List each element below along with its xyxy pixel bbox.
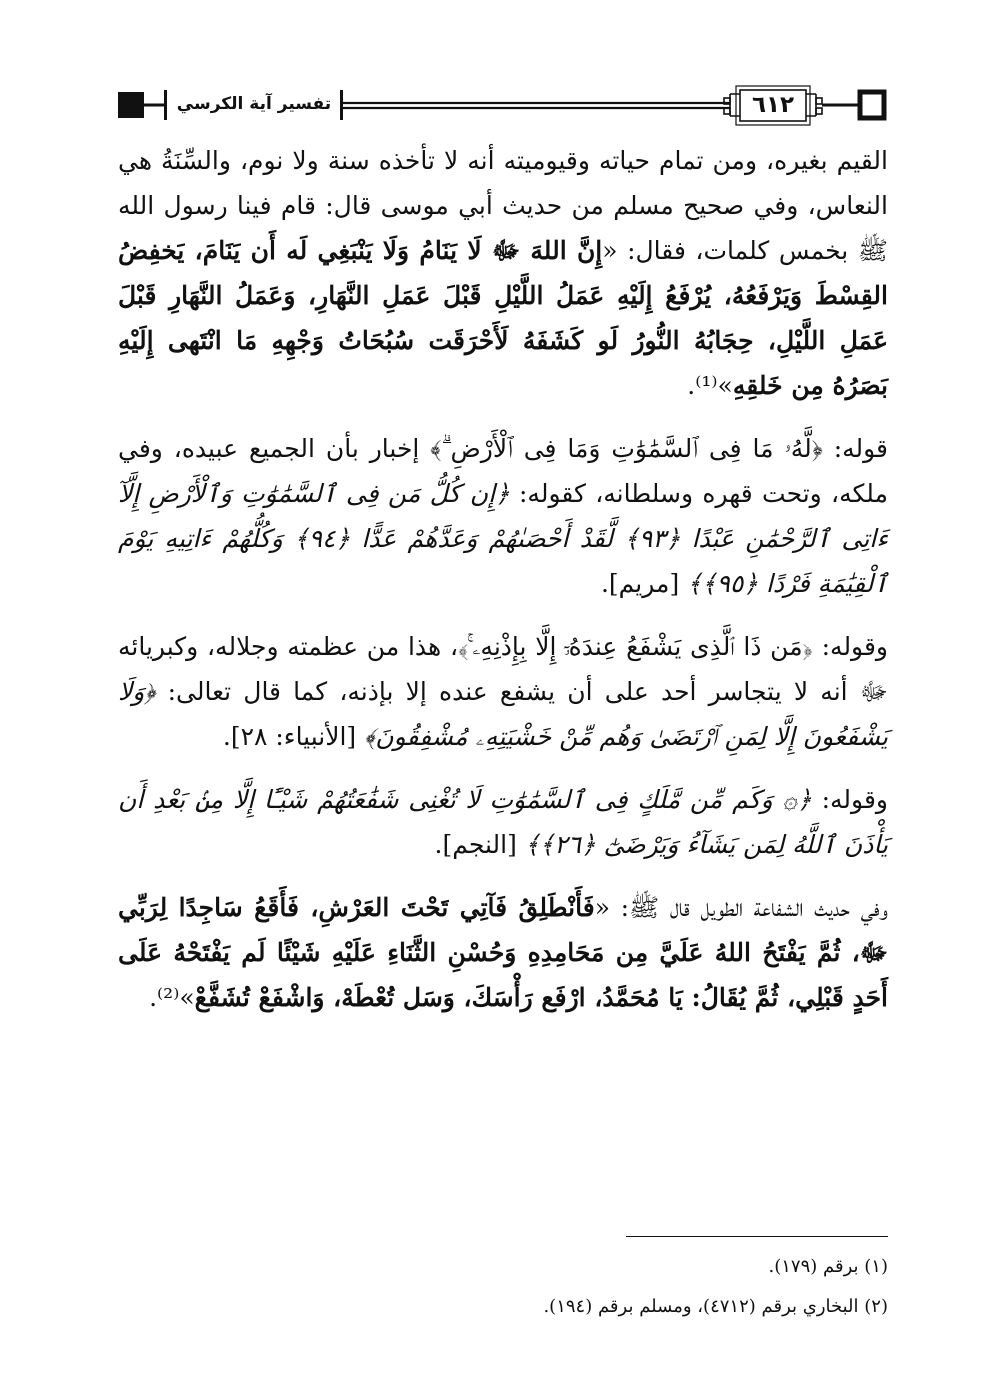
footnote-separator [626,1236,888,1237]
paragraph-2 [118,426,888,606]
header-right-square [860,92,884,118]
paragraph-text: قوله: ﴿لَّهُۥ مَا فِى ٱلسَّمَٰوَٰتِ وَمَا فِى ٱلْأَرْضِ ۗ﴾ إخبار بأن الجميع عبيده، وفي ملكه، وتحت قهره وسلطانه، كقوله: [118,434,888,508]
surah-reference: [الأنبياء: ٢٨]. [222,722,365,751]
hadith-quote: فَأَنْطَلِقُ فَآتِي تَحْتَ العَرْشِ، فَأَقَعُ سَاجِدًا لِرَبِّي ﷻ، ثُمَّ يَفْتَحُ اللهُ عَلَيَّ مِن مَحَامِدِهِ وَحُسْنِ الثَّنَاءِ عَلَيْهِ شَيْئًا لَم يَفْتَحْهُ عَلَى أَحَدٍ قَبْلِي، ثُمَّ يُقَالُ: يَا مُحَمَّدُ، ارْفَع رَأْسَكَ، وَسَل تُعْطَهْ، وَاشْفَعْ تُشَفَّعْ [118,893,888,1012]
paragraph-text: وقوله: [811,785,888,814]
paragraph-text: القيم بغيره، ومن تمام حياته وقيوميته أنه لا تأخذه سنة ولا نوم، والسِّنَةُ هي النعاس، وفي صحيح مسلم من حديث أبي موسى قال: قام فينا رسول الله ﷺ بخمس كلمات، فقال: « [118,146,888,265]
paragraph-text: وفي حديث الشفاعة الطويل قال ﷺ: « [594,893,888,922]
header-left-block [118,92,144,118]
page-number: ٦١٢ [751,92,795,118]
header-title: تفسير آية الكرسي [176,94,332,114]
surah-reference: [مريم]. [600,569,688,598]
paragraph-4 [118,777,888,867]
page-header [118,84,888,126]
paragraph-text: »⁽²⁾. [149,983,195,1012]
surah-reference: [النجم]. [434,830,525,859]
paragraph-3 [118,624,888,759]
quran-quote: ﴿إِن كُلُّ مَن فِى ٱلسَّمَٰوَٰتِ وَٱلْأَرْضِ إِلَّآ ءَاتِى ٱلرَّحْمَٰنِ عَبْدًا ﴿٩٣﴾ لَّقَدْ أَحْصَىٰهُمْ وَعَدَّهُمْ عَدًّا ﴿٩٤﴾ وَكُلُّهُمْ ءَاتِيهِ يَوْمَ ٱلْقِيَٰمَةِ فَرْدًا ﴿٩٥﴾﴾ [118,479,889,598]
hadith-quote: إِنَّ اللهَ ﷻ لَا يَنَامُ وَلَا يَنْبَغِي لَه أَن يَنَامَ، يَخفِضُ القِسْطَ وَيَرْفَعُهُ، يُرْفَعُ إِلَيْهِ عَمَلُ اللَّيْلِ قَبْلَ عَمَلِ النَّهَارِ، وَعَمَلُ النَّهَارِ قَبْلَ عَمَلِ اللَّيْلِ، حِجَابُهُ النُّورُ لَو كَشَفَهُ لَأَحْرَقَت سُبُحَاتُ وَجْهِهِ مَا انْتَهى إِلَيْهِ بَصَرُهُ مِن خَلقِهِ [118,236,888,400]
footnote-1: (١) برقم (١٧٩). [768,1256,888,1277]
paragraph-text: وقوله: ﴿مَن ذَا ٱلَّذِى يَشْفَعُ عِندَهُۥٓ إِلَّا بِإِذْنِهِۦ ۚ﴾، هذا من عظمته وجلاله، وكبريائه ﷻ أنه لا يتجاسر أحد على أن يشفع عنده إلا بإذنه، كما قال تعالى: [118,632,888,706]
footnotes [118,1236,888,1327]
paragraph-1 [118,138,888,408]
quran-quote: ﴿وَلَا يَشْفَعُونَ إِلَّا لِمَنِ ٱرْتَضَىٰ وَهُم مِّنْ خَشْيَتِهِۦ مُشْفِقُونَ﴾ [118,677,888,751]
paragraph-text: »⁽¹⁾. [687,371,733,400]
paragraph-5 [118,885,888,1020]
main-text [118,138,888,1020]
footnote-2: (٢) البخاري برقم (٤٧١٢)، ومسلم برقم (١٩٤). [543,1296,888,1317]
quran-quote: ﴿۞ وَكَم مِّن مَّلَكٍ فِى ٱلسَّمَٰوَٰتِ لَا تُغْنِى شَفَٰعَتُهُمْ شَيْـًٔا إِلَّا مِنۢ بَعْدِ أَن يَأْذَنَ ٱللَّهُ لِمَن يَشَآءُ وَيَرْضَىٰٓ ﴿٢٦﴾﴾ [118,785,888,859]
